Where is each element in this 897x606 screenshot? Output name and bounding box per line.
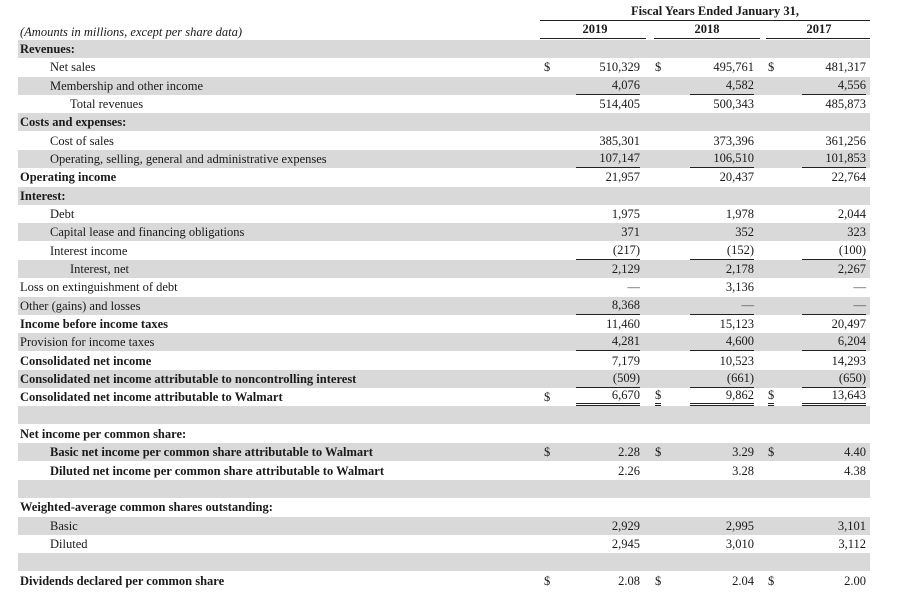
- value-cell: 500,343: [713, 97, 754, 111]
- value-cell: 6,204: [802, 333, 866, 351]
- value-cell: 4.40: [844, 445, 866, 459]
- fiscal-years-header: Fiscal Years Ended January 31,: [631, 4, 799, 18]
- amounts-note: (Amounts in millions, except per share data): [20, 25, 243, 39]
- currency-symbol: $: [768, 574, 775, 588]
- currency-symbol: $: [544, 60, 551, 74]
- value-dash: —: [690, 297, 754, 315]
- table-row: [18, 40, 870, 58]
- value-cell: 385,301: [599, 134, 640, 148]
- table-row: [18, 242, 870, 260]
- row-label: Provision for income taxes: [20, 335, 155, 349]
- header-rule: [540, 20, 870, 21]
- table-row: [18, 223, 870, 241]
- value-cell: 107,147: [576, 150, 640, 168]
- value-cell: (509): [576, 370, 640, 388]
- year-2017: 2017: [806, 22, 832, 36]
- year-rule-2017: [766, 38, 870, 39]
- currency-symbol: $: [768, 445, 775, 459]
- row-label: Basic net income per common share attributable to Walmart: [50, 445, 373, 459]
- table-row: [18, 95, 870, 113]
- value-cell: 9,862: [690, 388, 754, 406]
- value-cell: 21,957: [605, 170, 640, 184]
- value-cell: 3,112: [838, 537, 866, 551]
- value-cell: 3.29: [732, 445, 754, 459]
- value-cell: 4,582: [690, 77, 754, 95]
- value-cell: 323: [847, 225, 866, 239]
- value-cell: 514,405: [599, 97, 640, 111]
- row-label: Income before income taxes: [20, 317, 168, 331]
- value-cell: 2,929: [611, 519, 640, 533]
- value-cell: 15,123: [719, 317, 754, 331]
- value-cell: (661): [690, 370, 754, 388]
- value-cell: 352: [735, 225, 754, 239]
- value-cell: 10,523: [719, 354, 754, 368]
- row-label: Interest income: [50, 244, 128, 258]
- table-row: [18, 572, 870, 590]
- year-2019: 2019: [582, 22, 608, 36]
- value-cell: 106,510: [690, 150, 754, 168]
- table-row: [18, 352, 870, 370]
- row-label: Membership and other income: [50, 79, 204, 93]
- table-row: [18, 260, 870, 278]
- value-cell: 3.28: [732, 464, 754, 478]
- value-cell: 101,853: [802, 150, 866, 168]
- value-cell: 3,101: [837, 519, 866, 533]
- row-label: Diluted: [50, 537, 88, 551]
- table-row: [18, 517, 870, 535]
- value-cell: 2,995: [725, 519, 754, 533]
- table-row: [18, 553, 870, 571]
- currency-symbol: $: [655, 445, 662, 459]
- row-label: Operating income: [20, 170, 117, 184]
- value-cell: 373,396: [713, 134, 754, 148]
- table-row: [18, 535, 870, 553]
- table-row: [18, 315, 870, 333]
- value-cell: 371: [621, 225, 640, 239]
- value-cell: 7,179: [611, 354, 640, 368]
- value-dash: —: [853, 280, 866, 294]
- value-cell: 481,317: [825, 60, 866, 74]
- table-row: [18, 150, 870, 168]
- value-cell: 13,643: [802, 388, 866, 406]
- table-row: [18, 333, 870, 351]
- year-2018: 2018: [694, 22, 720, 36]
- value-cell: (152): [690, 242, 754, 260]
- value-dash: —: [627, 280, 640, 294]
- value-cell: 22,764: [831, 170, 866, 184]
- value-cell: 3,136: [725, 280, 754, 294]
- table-row: [18, 462, 870, 480]
- value-cell: 485,873: [825, 97, 866, 111]
- row-label: Debt: [50, 207, 75, 221]
- table-row: [18, 443, 870, 461]
- value-cell: 2,129: [611, 262, 640, 276]
- value-cell: 2.08: [618, 574, 640, 588]
- value-cell: 2,044: [837, 207, 866, 221]
- currency-symbol: $: [544, 574, 551, 588]
- value-cell: 1,978: [725, 207, 754, 221]
- table-row: [18, 406, 870, 424]
- table-row: [18, 77, 870, 95]
- table-row: [18, 187, 870, 205]
- row-label: Consolidated net income attributable to Walmart: [20, 390, 283, 404]
- row-label: Consolidated net income attributable to noncontrolling interest: [20, 372, 357, 386]
- year-rule-2019: [540, 38, 646, 39]
- row-label: Consolidated net income: [20, 354, 152, 368]
- row-label: Operating, selling, general and administrative expenses: [50, 152, 327, 166]
- row-label: Costs and expenses:: [20, 115, 127, 129]
- row-label: Other (gains) and losses: [20, 299, 141, 313]
- table-row: [18, 498, 870, 516]
- value-cell: 8,368: [576, 297, 640, 315]
- value-cell: 3,010: [725, 537, 754, 551]
- table-row: [18, 205, 870, 223]
- row-label: Interest, net: [70, 262, 130, 276]
- table-row: [18, 113, 870, 131]
- currency-symbol: $: [655, 574, 662, 588]
- table-row: [18, 278, 870, 296]
- table-row: [18, 370, 870, 388]
- currency-symbol: $: [655, 388, 661, 406]
- row-label: Revenues:: [20, 42, 75, 56]
- row-label: Capital lease and financing obligations: [50, 225, 245, 239]
- value-cell: 361,256: [825, 134, 866, 148]
- value-cell: 2.00: [844, 574, 866, 588]
- value-cell: 510,329: [599, 60, 640, 74]
- value-cell: 4,600: [690, 333, 754, 351]
- row-label: Total revenues: [70, 97, 144, 111]
- value-cell: (217): [576, 242, 640, 260]
- value-cell: 2.04: [732, 574, 754, 588]
- row-label: Basic: [50, 519, 78, 533]
- row-label: Interest:: [20, 189, 66, 203]
- currency-symbol: $: [768, 60, 775, 74]
- currency-symbol: $: [768, 388, 774, 406]
- table-row: [18, 480, 870, 498]
- value-cell: 20,437: [719, 170, 754, 184]
- row-label: Diluted net income per common share attributable to Walmart: [50, 464, 384, 478]
- value-cell: 6,670: [576, 388, 640, 406]
- value-cell: 20,497: [831, 317, 866, 331]
- value-cell: 1,975: [611, 207, 640, 221]
- value-cell: (100): [802, 242, 866, 260]
- value-cell: 14,293: [831, 354, 866, 368]
- row-label: Dividends declared per common share: [20, 574, 225, 588]
- year-rule-2018: [654, 38, 760, 39]
- row-label: Net sales: [50, 60, 96, 74]
- table-row: [18, 297, 870, 315]
- currency-symbol: $: [655, 60, 662, 74]
- value-cell: 2,178: [725, 262, 754, 276]
- currency-symbol: $: [544, 390, 551, 404]
- value-cell: 4,281: [576, 333, 640, 351]
- value-cell: 11,460: [606, 317, 640, 331]
- value-cell: (650): [802, 370, 866, 388]
- table-row: [18, 388, 870, 406]
- value-cell: 4,556: [802, 77, 866, 95]
- table-row: [18, 168, 870, 186]
- row-label: Cost of sales: [50, 134, 114, 148]
- currency-symbol: $: [544, 445, 551, 459]
- value-cell: 4.38: [844, 464, 866, 478]
- value-cell: 2,945: [611, 537, 640, 551]
- value-cell: 2,267: [837, 262, 866, 276]
- table-row: [18, 425, 870, 443]
- value-cell: 2.26: [618, 464, 640, 478]
- value-dash: —: [802, 297, 866, 315]
- value-cell: 2.28: [618, 445, 640, 459]
- value-cell: 4,076: [576, 77, 640, 95]
- row-label: Net income per common share:: [20, 427, 187, 441]
- row-label: Loss on extinguishment of debt: [20, 280, 178, 294]
- row-label: Weighted-average common shares outstanding:: [20, 500, 273, 514]
- table-row: [18, 58, 870, 76]
- table-row: [18, 132, 870, 150]
- value-cell: 495,761: [713, 60, 754, 74]
